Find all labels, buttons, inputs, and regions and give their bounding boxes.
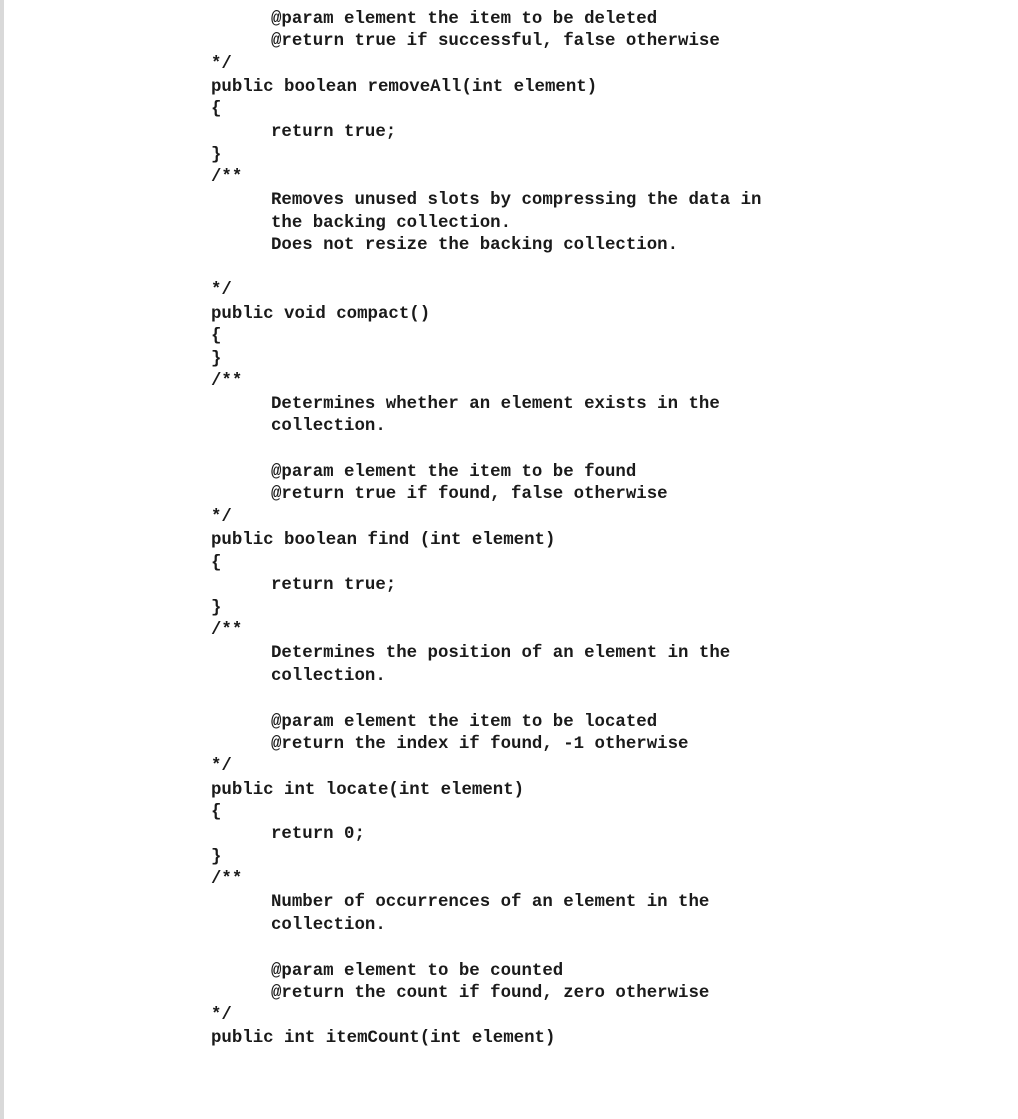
javadoc-description-line: the backing collection.: [271, 214, 512, 233]
javadoc-description-line: collection.: [271, 667, 386, 686]
comment-open-line: /**: [211, 621, 243, 640]
javadoc-description-line: collection.: [271, 916, 386, 935]
open-brace-line: {: [211, 803, 222, 822]
return-statement-line: return true;: [271, 123, 397, 142]
comment-open-line: /**: [211, 372, 243, 391]
javadoc-description-line: Determines whether an element exists in the: [271, 395, 720, 414]
comment-close-line: */: [211, 55, 232, 74]
comment-close-line: */: [211, 1006, 232, 1025]
method-signature-line: public int itemCount(int element): [211, 1029, 556, 1048]
javadoc-description-line: Number of occurrences of an element in the: [271, 893, 710, 912]
comment-close-line: */: [211, 757, 232, 776]
javadoc-param-line: @param element to be counted: [271, 962, 564, 981]
javadoc-return-line: @return the count if found, zero otherwise: [271, 984, 710, 1003]
open-brace-line: {: [211, 100, 222, 119]
method-signature-line: public int locate(int element): [211, 781, 525, 800]
javadoc-description-line: collection.: [271, 417, 386, 436]
method-signature-line: public void compact(): [211, 305, 431, 324]
close-brace-line: }: [211, 146, 222, 165]
comment-open-line: /**: [211, 870, 243, 889]
javadoc-param-line: @param element the item to be found: [271, 463, 637, 482]
open-brace-line: {: [211, 554, 222, 573]
method-signature-line: public boolean find (int element): [211, 531, 556, 550]
close-brace-line: }: [211, 350, 222, 369]
javadoc-param-line: @param element the item to be located: [271, 713, 658, 732]
close-brace-line: }: [211, 848, 222, 867]
method-signature-line: public boolean removeAll(int element): [211, 78, 598, 97]
comment-close-line: */: [211, 508, 232, 527]
return-statement-line: return 0;: [271, 825, 365, 844]
javadoc-param-line: @param element the item to be deleted: [271, 10, 658, 29]
javadoc-return-line: @return the index if found, -1 otherwise: [271, 735, 689, 754]
open-brace-line: {: [211, 327, 222, 346]
javadoc-description-line: Determines the position of an element in the: [271, 644, 731, 663]
javadoc-return-line: @return true if successful, false otherwise: [271, 32, 720, 51]
javadoc-description-line: Removes unused slots by compressing the data in: [271, 191, 762, 210]
javadoc-description-line: Does not resize the backing collection.: [271, 236, 679, 255]
javadoc-return-line: @return true if found, false otherwise: [271, 485, 668, 504]
close-brace-line: }: [211, 599, 222, 618]
return-statement-line: return true;: [271, 576, 397, 595]
comment-close-line: */: [211, 281, 232, 300]
comment-open-line: /**: [211, 168, 243, 187]
